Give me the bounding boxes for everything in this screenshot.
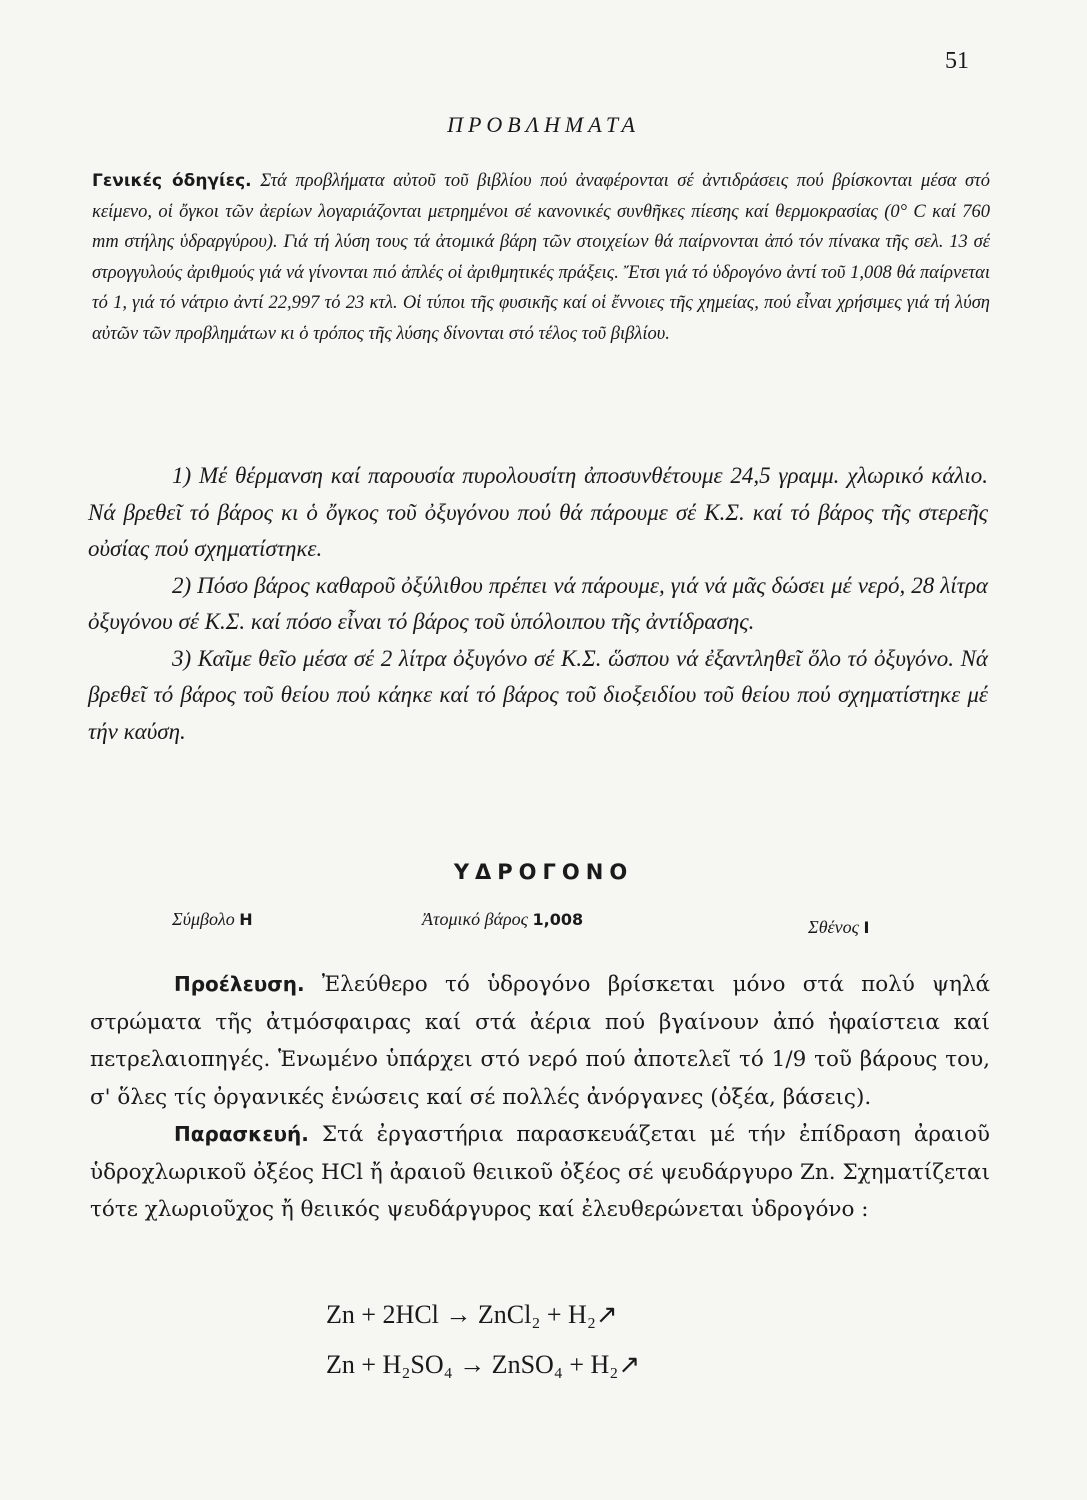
instructions-lead: Γενικές όδηγίες. (92, 171, 252, 191)
valence-value: I (863, 918, 870, 937)
element-title: ΥΔΡΟΓΟΝΟ (453, 860, 634, 884)
preparation-lead: Παρασκευή. (174, 1122, 309, 1146)
problem-item: 1) Μέ θέρμανση καί παρουσία πυρολουσίτη ἀποσυνθέτουμε 24,5 γραμμ. χλωρικό κάλιο. Νά βρεθεῖ τό βάρος κι ὁ ὄγκος τοῦ ὀξυγόνου πού θά πάρουμε σέ Κ.Σ. καί τό βάρος τῆς στερεῆς οὐσίας πού σχηματίστηκε. (88, 463, 988, 561)
element-description (90, 966, 990, 1229)
preparation-text: Στά ἐργαστήρια παρασκευάζεται μέ τήν ἐπίδραση ἀραιοῦ ὑδροχλωρικοῦ ὀξέος HCl ἤ ἀραιοῦ θειικοῦ ὀξέος σέ ψευδάργυρο Zn. Σχηματίζεται τότε χλωριοῦχος ἤ θειικός ψευδάργυρος καί ἐλευθερώνεται ὑδρογόνο : (90, 1122, 990, 1222)
page-number: 51 (945, 48, 969, 74)
problems-title: ΠΡΟΒΛΗΜΑΤΑ (447, 112, 640, 137)
valence-info (808, 917, 869, 938)
equations-block (0, 1290, 1087, 1390)
symbol-label: Σύμβολο (172, 909, 235, 929)
atomic-weight-info (422, 909, 583, 930)
symbol-info (172, 909, 253, 930)
symbol-value: Η (239, 910, 253, 929)
equation: Zn + 2HCl → ZnCl₂ + H₂↗ (326, 1300, 618, 1329)
origin-lead: Προέλευση. (174, 972, 305, 996)
element-info-row (172, 905, 912, 945)
preparation-paragraph (90, 1116, 990, 1229)
problem-item: 3) Καῖμε θεῖο μέσα σέ 2 λίτρα ὀξυγόνο σέ Κ.Σ. ὥσπου νά ἐξαντληθεῖ ὅλο τό ὀξυγόνο. Νά βρεθεῖ τό βάρος τοῦ θείου πού κάηκε καί τό βάρος τοῦ διοξειδίου τοῦ θείου πού σχηματίστηκε μέ τήν καύση. (88, 645, 988, 744)
general-instructions (92, 166, 990, 349)
equation: Zn + H₂SO₄ → ZnSO₄ + H₂↗ (326, 1350, 641, 1379)
atomic-weight-label: Ἀτομικό βάρος (422, 909, 528, 929)
valence-label: Σθένος (808, 917, 859, 937)
origin-paragraph (90, 966, 990, 1116)
origin-text: Ἐλεύθερο τό ὑδρογόνο βρίσκεται μόνο στά πολύ ψηλά στρώματα τῆς ἀτμόσφαιρας καί στά ἀέρια πού βγαίνουν ἀπό ἡφαίστεια καί πετρελαιοπηγές. Ἑνωμένο ὑπάρχει στό νερό πού ἀποτελεῖ τό 1/9 τοῦ βάρους του, σ' ὅλες τίς ὀργανικές ἑνώσεις καί σέ πολλές ἀνόργανες (ὀξέα, βάσεις). (90, 972, 990, 1110)
problem-item: 2) Πόσο βάρος καθαροῦ ὀξύλιθου πρέπει νά πάρουμε, γιά νά μᾶς δώσει μέ νερό, 28 λίτρα ὀξυγόνου σέ Κ.Σ. καί πόσο εἶναι τό βάρος τοῦ ὑπόλοιπου τῆς ἀντίδρασης. (88, 572, 988, 634)
instructions-text: Στά προβλήματα αὐτοῦ τοῦ βιβλίου πού ἀναφέρονται σέ ἀντιδράσεις πού βρίσκονται μέσα στό κείμενο, οἱ ὄγκοι τῶν ἀερίων λογαριάζονται μετρημένοι σέ κανονικές συνθῆκες πίεσης καί θερμοκρασίας (0° C καί 760 mm στήλης ὑδραργύρου). Γιά τή λύση τους τά ἀτομικά βάρη τῶν στοιχείων θά παίρνονται ἀπό τόν πίνακα τῆς σελ. 13 σέ στρογγυλούς ἀριθμούς γιά νά γίνονται πιό ἁπλές οἱ ἀριθμητικές πράξεις. Ἔτσι γιά τό ὑδρογόνο ἀντί τοῦ 1,008 θά παίρνεται τό 1, γιά τό νάτριο ἀντί 22,997 τό 23 κτλ. Οἱ τύποι τῆς φυσικῆς καί οἱ ἔννοιες τῆς χημείας, πού εἶναι χρήσιμες γιά τή λύση αὐτῶν τῶν προβλημάτων κι ὁ τρόπος τῆς λύσης δίνονται στό τέλος τοῦ βιβλίου. (92, 171, 991, 344)
atomic-weight-value: 1,008 (532, 910, 584, 929)
problems-list (88, 458, 988, 750)
